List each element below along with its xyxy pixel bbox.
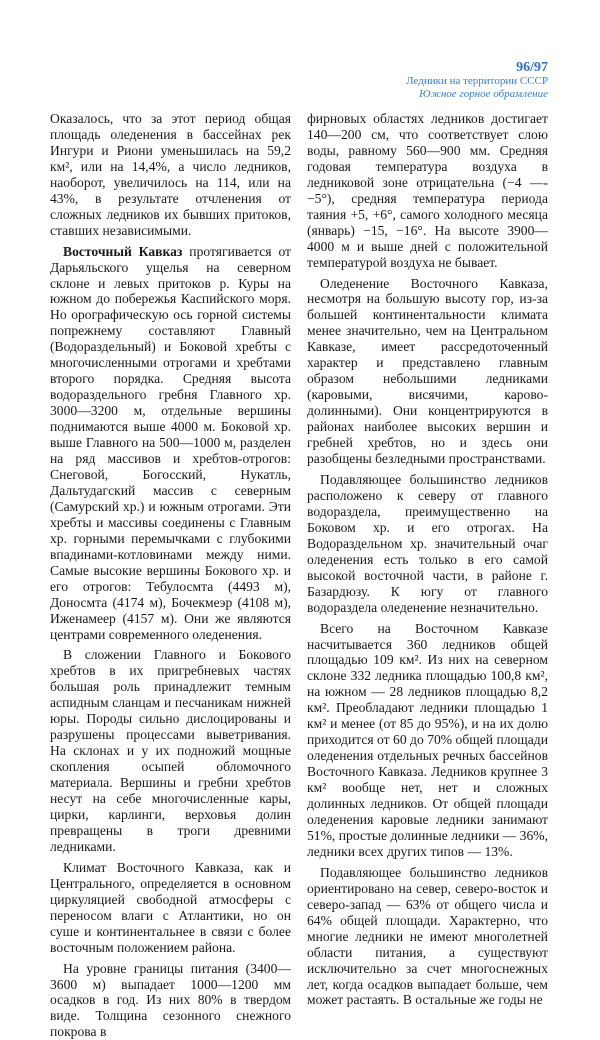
running-title: Ледники на территории СССР xyxy=(406,75,548,87)
paragraph: фирновых областях ледников достигает 140—200 см, что соответствует слою воды, равному 560—900 мм. Средняя годовая температура воздуха в ледниковой зоне отрицательна (−4 —- −5°), средняя температура периода таяния +5, +6°, самого холодного месяца (январь) −15, −16°. На высоте 3900—4000 м и выше дней с положительной температурой воздуха не бывает. xyxy=(307,111,548,270)
paragraph: Всего на Восточном Кавказе насчитывается 360 ледников общей площадью 109 км². Из них на северном склоне 332 ледника площадью 100,8 км², на южном — 28 ледников площадью 8,2 км². Преобладают ледники площадью 1 км² и менее (от 85 до 95%), и на их долю приходится от 60 до 70% общей площади оледенения отдельных речных бассейнов Восточного Кавказа. Ледников крупнее 3 км² вообще нет, нет и сложных долинных ледников. От общей площади оледенения каровые ледники занимают 51%, простые долинные ледники — 36%, ледники всех других типов — 13%. xyxy=(307,620,548,859)
paragraph-text: протягивается от Дарьяльского ущелья на северном склоне и левых притоков р. Куры на южном до побережья Каспийского моря. Но орографическую ось горной системы попрежнему составляют Главный (Водораздельный) и Боковой хребты с многочисленными отрогами и хребтами второго порядка. Средняя высота водораздельного гребня Главного хр. 3000—3200 м, отдельные вершины поднимаются выше 4000 м. Боковой хр. выше Главного на 500—1000 м, разделен на ряд массивов и хребтов-отрогов: Снеговой, Богосский, Нукатль, Дальтудагский массив с северным (Самурский хр.) и южным отрогами. Эти хребты и массивы соединены с Главным хр. горными перемычками с глубокими впадинами-котловинами между ними. Самые высокие вершины Бокового хр. и его отрогов: Тебулосмта (4493 м), Доносмта (4174 м), Бочекмеэр (4108 м), Иженамеер (4157 м). Они же являются центрами современного оледенения. xyxy=(50,243,291,642)
paragraph: На уровне границы питания (3400—3600 м) выпадает 1000—1200 мм осадков в год. Из них 80% в твердом виде. Толщина сезонного снежного покрова в xyxy=(50,960,291,1040)
paragraph: Оказалось, что за этот период общая площадь оледенения в бассейнах рек Ингури и Риони уменьшилась на 59,2 км², или на 14,4%, а число ледников, наоборот, увеличилось на 114, или на 43%, в результате отчленения от сложных ледников их бывших притоков, ставших независимыми. xyxy=(50,111,291,238)
paragraph-eastern-caucasus xyxy=(50,244,291,643)
page-numbers: 96/97 xyxy=(516,60,548,75)
paragraph: Подавляющее большинство ледников расположено к северу от главного водораздела, преимущественно на Боковом хр. и его отрогах. На Водораздельном хр. значительный очаг оледенения есть только в его самой высокой восточной части, в районе г. Базардюзу. К югу от главного водораздела оледенение незначительно. xyxy=(307,471,548,615)
running-subtitle: Южное горное обрамление xyxy=(419,88,548,100)
section-heading-inline: Восточный Кавказ xyxy=(63,243,183,259)
left-column xyxy=(50,111,291,1040)
paragraph: В сложении Главного и Бокового хребтов в их пригребневых частях большая роль принадлежит темным аспидным сланцам и песчаникам нижней юры. Породы сильно дислоцированы и разрушены процессами выветривания. На склонах и у их подножий мощные скопления осыпей обломочного материала. Вершины и гребни хребтов несут на себе многочисленные кары, цирки, карлинги, верховья долин превращены в троги древними ледниками. xyxy=(50,647,291,854)
right-column xyxy=(307,73,548,1008)
paragraph: Подавляющее большинство ледников ориентировано на север, северо-восток и северо-запад — 63% от общего числа и 64% общей площади. Характерно, что многие ледники не имеют многолетней области питания, а существуют исключительно за счет многоснежных лет, когда осадков выпадает больше, чем может растаять. В остальные же годы не xyxy=(307,864,548,1008)
paragraph: Климат Восточного Кавказа, как и Центрального, определяется в основном циркуляцией свободной атмосферы с переносом влаги с Атлантики, но он суше и континентальнее в связи с более восточным положением района. xyxy=(50,859,291,955)
paragraph: Оледенение Восточного Кавказа, несмотря на большую высоту гор, из-за большей континентальности климата менее значительно, чем на Центральном Кавказе, имеет рассредоточенный характер и представлено главным образом небольшими ледниками (каровыми, висячими, карово-долинными). Они концентрируются в районах наиболее высоких вершин и гребней хребтов, но и здесь они разобщены безледными пространствами. xyxy=(307,275,548,467)
